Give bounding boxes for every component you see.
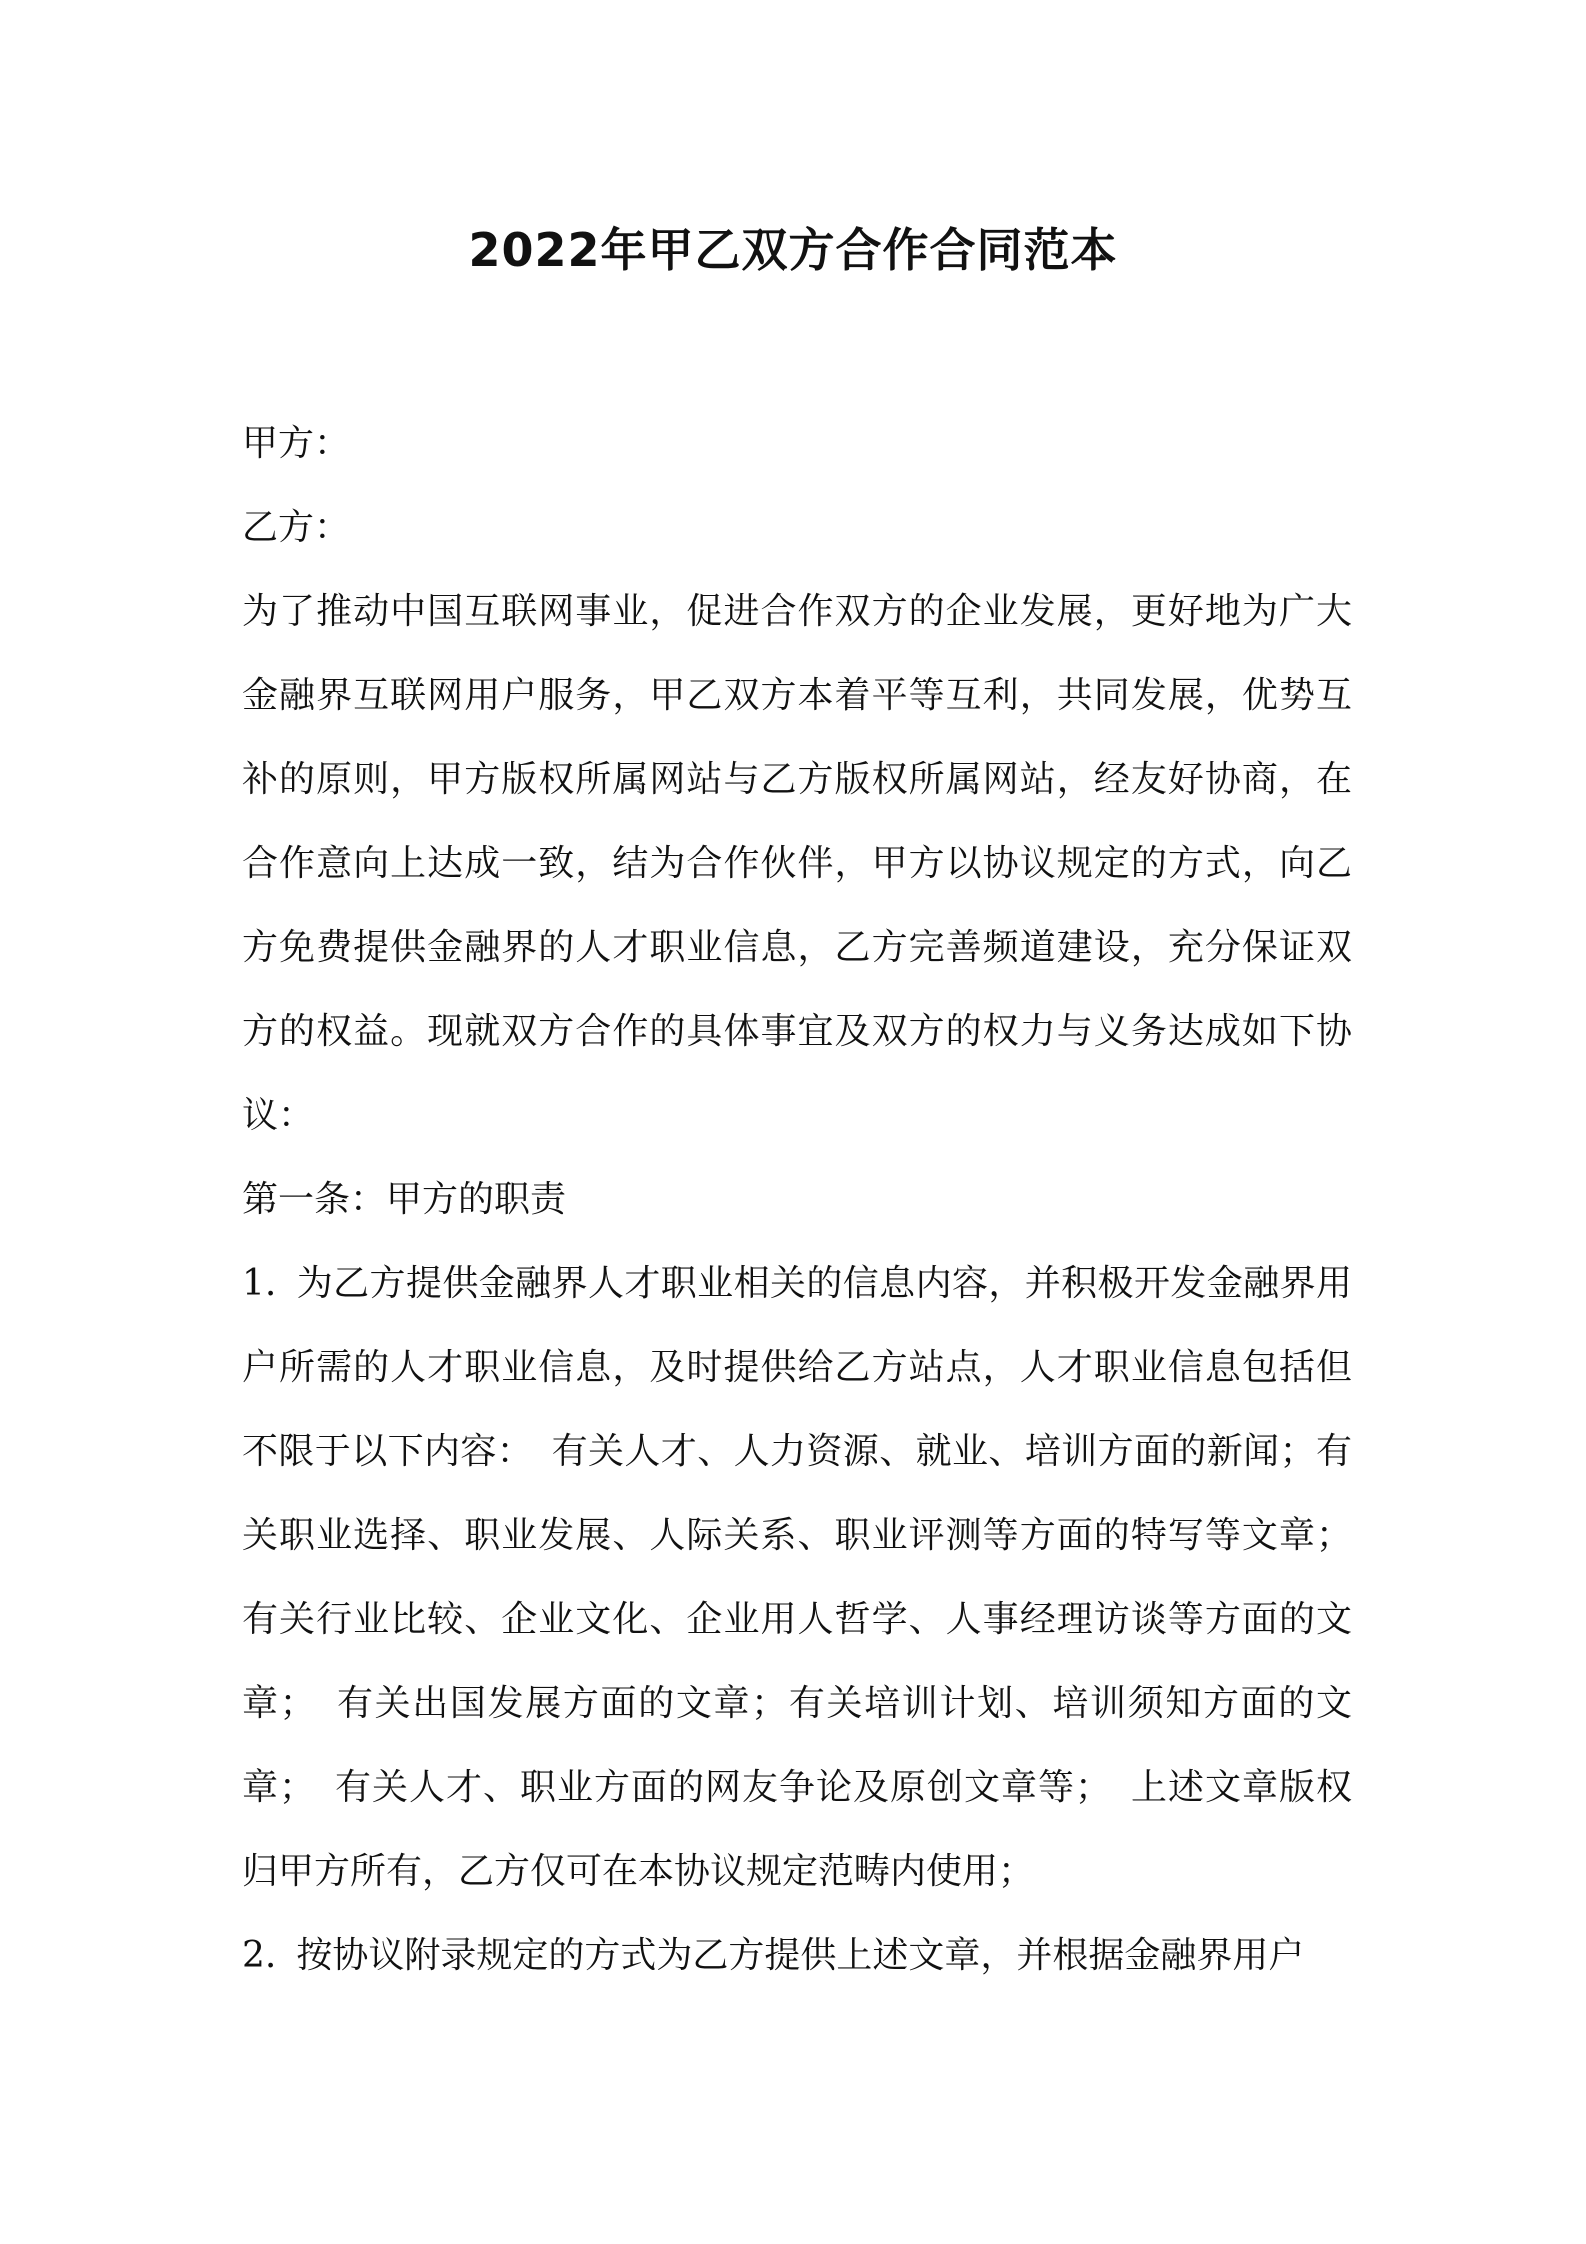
document-title: 2022年甲乙双方合作合同范本 bbox=[468, 223, 1118, 277]
preamble-paragraph: 为了推动中国互联网事业，促进合作双方的企业发展，更好地为广大金融界互联网用户服务，甲乙双方本着平等互利，共同发展，优势互补的原则，甲方版权所属网站与乙方版权所属网站，经友好协商，在合作意向上达成一致，结为合作伙伴，甲方以协议规定的方式，向乙方免费提供金融界的人才职业信息，乙方完善频道建设，充分保证双方的权益。现就双方合作的具体事宜及双方的权力与义务达成如下协议： bbox=[242, 591, 1352, 1136]
document-body bbox=[242, 402, 1352, 1998]
clause-number: 1. bbox=[242, 1263, 277, 1304]
clause-2 bbox=[242, 1914, 1352, 1998]
article-1-heading: 第一条：甲方的职责 bbox=[242, 1179, 567, 1220]
clause-text: 按协议附录规定的方式为乙方提供上述文章，并根据金融界用户 bbox=[296, 1935, 1305, 1976]
clause-number: 2. bbox=[242, 1935, 277, 1976]
clause-1 bbox=[242, 1242, 1352, 1914]
clause-text: 为乙方提供金融界人才职业相关的信息内容，并积极开发金融界用户所需的人才职业信息，及时提供给乙方站点，人才职业信息包括但不限于以下内容： 有关人才、人力资源、就业、培训方面的新闻；有关职业选择、职业发展、人际关系、职业评测等方面的特写等文章；有关行业比较、企业文化、企业用人哲学、人事经理访谈等方面的文章； 有关出国发展方面的文章；有关培训计划、培训须知方面的文章； 有关人才、职业方面的网友争论及原创文章等； 上述文章版权归甲方所有，乙方仅可在本协议规定范畴内使用； bbox=[242, 1263, 1352, 1892]
party-a-line: 甲方： bbox=[242, 423, 351, 464]
party-b-line: 乙方： bbox=[242, 507, 351, 548]
